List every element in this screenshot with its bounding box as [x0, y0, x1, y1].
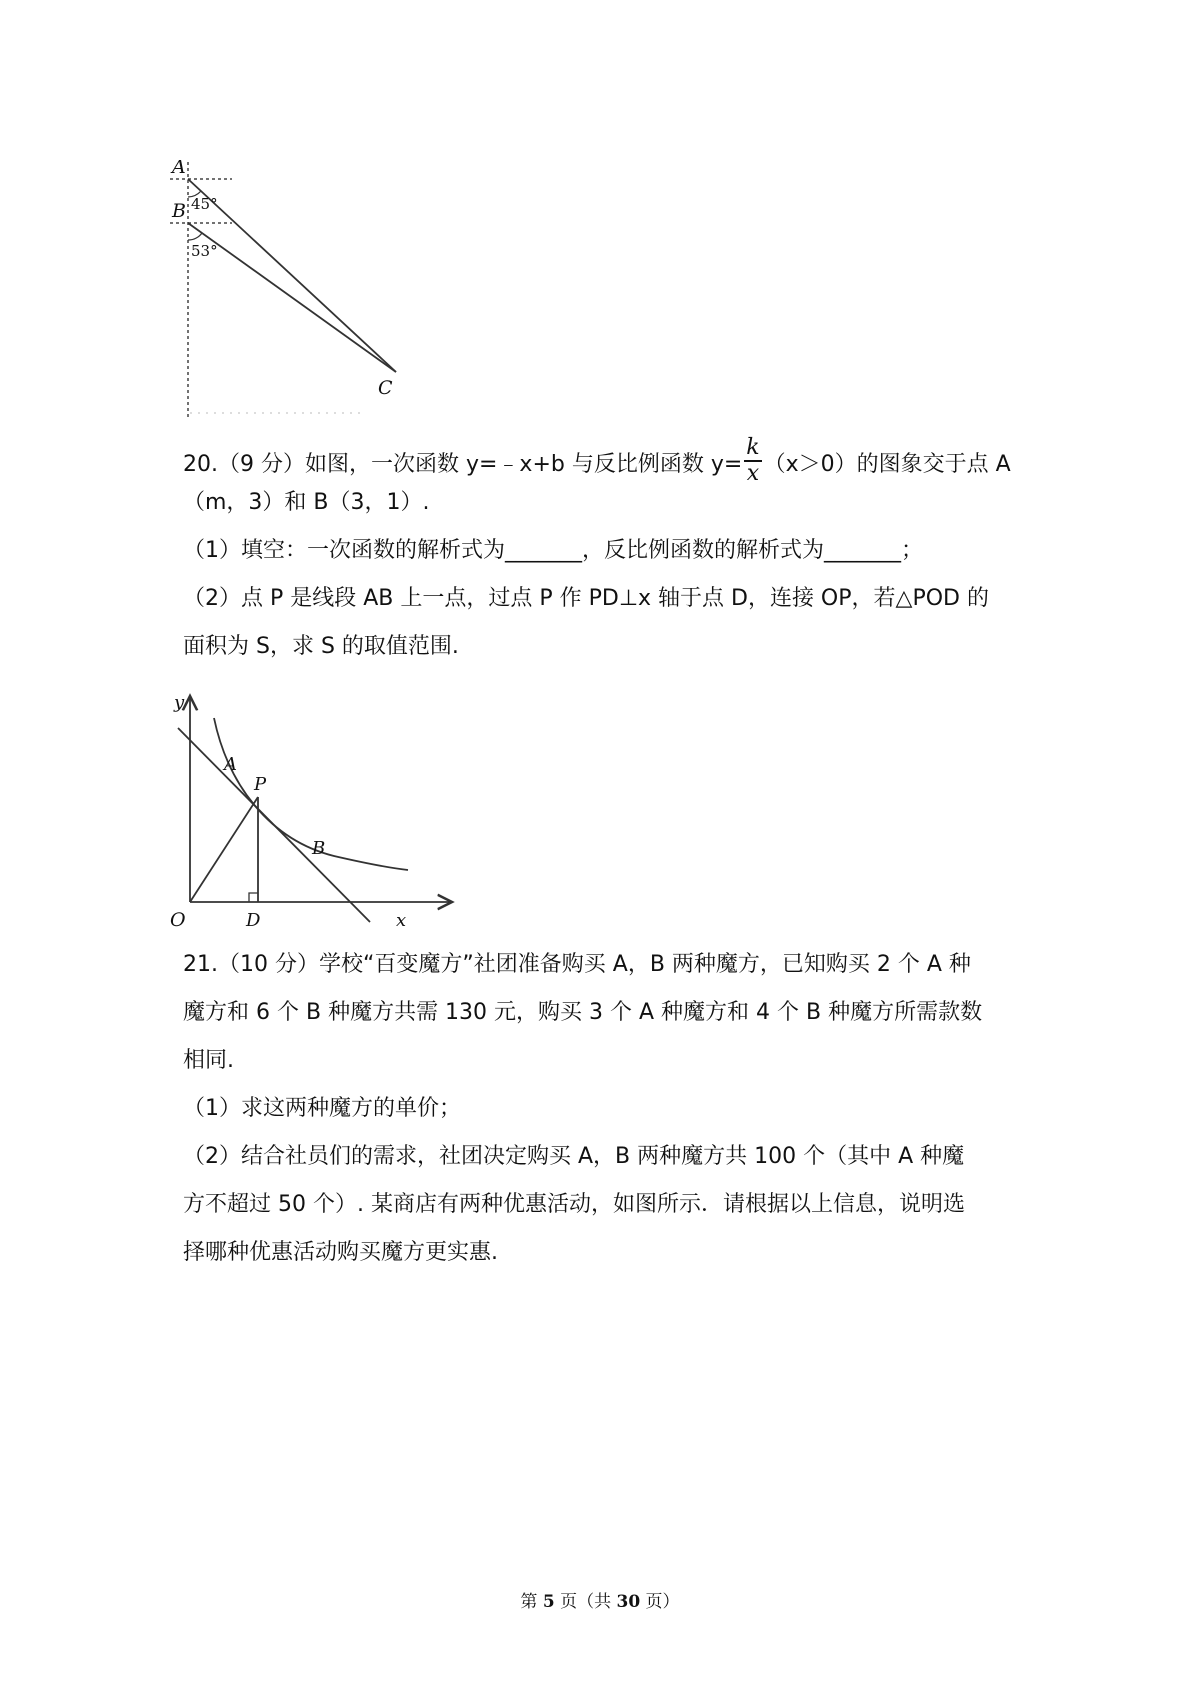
label-b: B [172, 200, 186, 222]
q21-line4: （1）求这两种魔方的单价； [183, 1096, 461, 1121]
figure-angle-diagram [170, 160, 430, 420]
q20-line5: 面积为 S，求 S 的取值范围. [183, 634, 459, 659]
angle-53: 53° [191, 242, 218, 260]
label-p: P [254, 774, 267, 795]
label-o: O [170, 909, 186, 930]
footer-page-number: 5 [542, 1592, 555, 1612]
label-y: y [174, 692, 185, 713]
figure-function-graph [170, 690, 460, 930]
footer-prefix: 第 [520, 1592, 543, 1612]
label-x: x [396, 910, 407, 930]
label-a: A [224, 754, 237, 775]
q21-line7: 择哪种优惠活动购买魔方更实惠. [183, 1240, 498, 1265]
footer-suffix: 页） [640, 1592, 680, 1612]
q21-line5: （2）结合社员们的需求，社团决定购买 A，B 两种魔方共 100 个（其中 A 种魔 [183, 1144, 965, 1169]
label-d: D [246, 910, 261, 930]
q21-line6: 方不超过 50 个）. 某商店有两种优惠活动，如图所示．请根据以上信息，说明选 [183, 1192, 965, 1217]
q20-lead: 20.（9 分）如图，一次函数 y=﹣x+b 与反比例函数 y= [183, 452, 743, 477]
q20-lead-end: （x＞0）的图象交于点 A [763, 452, 1011, 477]
segment-bc [188, 223, 396, 372]
q20-line2: （m，3）和 B（3，1）. [183, 490, 430, 515]
segment-op [190, 797, 258, 902]
q21-line2: 魔方和 6 个 B 种魔方共需 130 元，购买 3 个 A 种魔方和 4 个 B 种魔方所需款数 [183, 1000, 983, 1025]
q20-line3: （1）填空：一次函数的解析式为_______，反比例函数的解析式为_______； [183, 538, 923, 563]
fraction-numerator: k [746, 435, 760, 460]
footer-total-pages: 30 [616, 1592, 641, 1612]
q20-line1 [183, 435, 1043, 490]
page-footer [0, 1587, 1200, 1612]
fraction-k-over-x [744, 436, 761, 486]
fraction-denominator: x [746, 461, 760, 486]
angle-45: 45° [191, 195, 218, 213]
label-a: A [172, 160, 186, 178]
segment-ac [188, 179, 396, 372]
q21-line3: 相同. [183, 1048, 234, 1073]
q21-line1: 21.（10 分）学校“百变魔方”社团准备购买 A，B 两种魔方，已知购买 2 个 A 种 [183, 952, 971, 977]
label-c: C [378, 377, 393, 399]
label-b: B [312, 838, 326, 859]
footer-middle: 页（共 [554, 1592, 617, 1612]
q20-line4: （2）点 P 是线段 AB 上一点，过点 P 作 PD⊥x 轴于点 D，连接 OP，若△POD 的 [183, 586, 989, 611]
